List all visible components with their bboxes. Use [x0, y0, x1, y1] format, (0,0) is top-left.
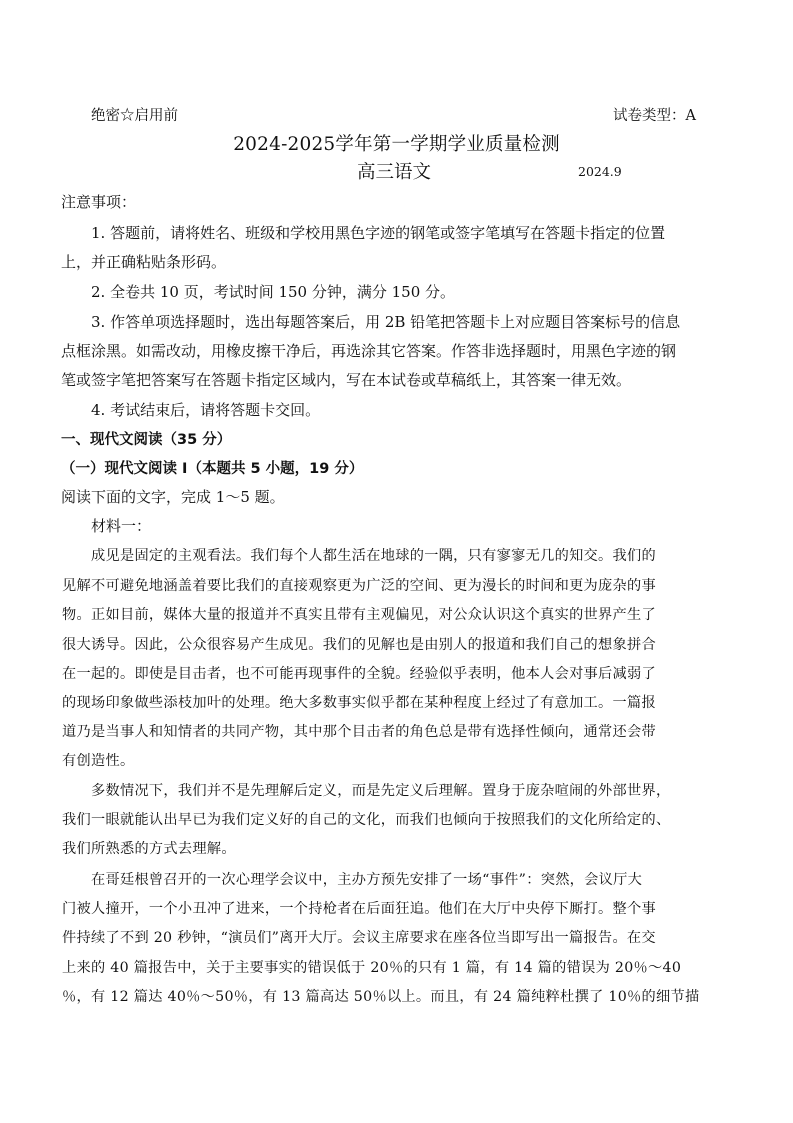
notice-line: 笔或签字笔把答案写在答题卡指定区域内，写在本试卷或草稿纸上，其答案一律无效。	[61, 371, 632, 389]
notice-line: 1. 答题前，请将姓名、班级和学校用黑色字迹的钢笔或签字笔填写在答题卡指定的位置	[61, 224, 666, 242]
passage-line: 的现场印象做些添枝加叶的处理。绝大多数事实似乎都在某种程度上经过了有意加工。一篇报	[62, 695, 656, 711]
confidential-label: 绝密☆启用前	[91, 108, 178, 124]
notice-line: 3. 作答单项选择题时，选出每题答案后，用 2B 铅笔把答题卡上对应题目答案标号的信息	[61, 313, 681, 331]
exam-date: 2024.9	[578, 164, 622, 179]
passage-line: 上来的 40 篇报告中，关于主要事实的错误低于 20％的只有 1 篇，有 14 篇的错误为 20％～40	[62, 960, 682, 976]
passage-line: 我们所熟悉的方式去理解。	[62, 841, 236, 857]
paper-type-label: 试卷类型：A	[613, 108, 696, 124]
notice-line: 4. 考试结束后，请将答题卡交回。	[61, 401, 321, 419]
exam-subtitle: 高三语文	[357, 162, 432, 183]
passage-line: 见解不可避免地涵盖着要比我们的直接观察更为广泛的空间、更为漫长的时间和更为庞杂的事	[62, 578, 656, 594]
passage-line: 道乃是当事人和知情者的共同产物，其中那个目击者的角色总是带有选择性倾向，通常还会带	[62, 724, 656, 740]
passage-line: 很大诱导。因此，公众很容易产生成见。我们的见解也是由别人的报道和我们自己的想象拼合	[62, 637, 656, 653]
passage-line: 在一起的。即使是目击者，也不可能再现事件的全貌。经验似乎表明，他本人会对事后减弱了	[62, 666, 656, 682]
passage-line: ％，有 12 篇达 40％～50％，有 13 篇高达 50％以上。而且，有 24 篇纯粹杜撰了 10％的细节描	[62, 989, 700, 1005]
notice-line: 2. 全卷共 10 页，考试时间 150 分钟，满分 150 分。	[61, 283, 456, 301]
notice-line: 上，并正确粘贴条形码。	[61, 253, 227, 271]
passage-line: 门被人撞开，一个小丑冲了进来，一个持枪者在后面狂追。他们在大厅中央停下厮打。整个事	[62, 901, 656, 917]
exam-title: 2024-2025学年第一学期学业质量检测	[233, 134, 560, 155]
passage-line: 在哥廷根曾召开的一次心理学会议中，主办方预先安排了一场“事件”：突然，会议厅大	[62, 872, 643, 888]
notice-heading: 注意事项：	[61, 193, 137, 211]
passage-line: 多数情况下，我们并不是先理解后定义，而是先定义后理解。置身于庞杂喧闹的外部世界，	[62, 783, 671, 799]
section-title: 一、现代文阅读（35 分）	[61, 432, 232, 448]
passage-line: 件持续了不到 20 秒钟，“演员们”离开大厅。会议主席要求在座各位当即写出一篇报告。在交	[62, 930, 656, 946]
passage-line: 有创造性。	[62, 753, 135, 769]
passage-line: 物。正如目前，媒体大量的报道并不真实且带有主观偏见，对公众认识这个真实的世界产生了	[62, 607, 656, 623]
subsection-title: （一）现代文阅读 I（本题共 5 小题，19 分）	[61, 461, 364, 477]
notice-line: 点框涂黑。如需改动，用橡皮擦干净后，再选涂其它答案。作答非选择题时，用黑色字迹的钢	[61, 342, 677, 360]
passage-line: 成见是固定的主观看法。我们每个人都生活在地球的一隅，只有寥寥无几的知交。我们的	[62, 548, 656, 564]
reading-instruction: 阅读下面的文字，完成 1～5 题。	[61, 488, 285, 506]
material-label: 材料一：	[61, 517, 152, 535]
passage-line: 我们一眼就能认出早已为我们定义好的自己的文化，而我们也倾向于按照我们的文化所给定的、	[62, 812, 671, 828]
